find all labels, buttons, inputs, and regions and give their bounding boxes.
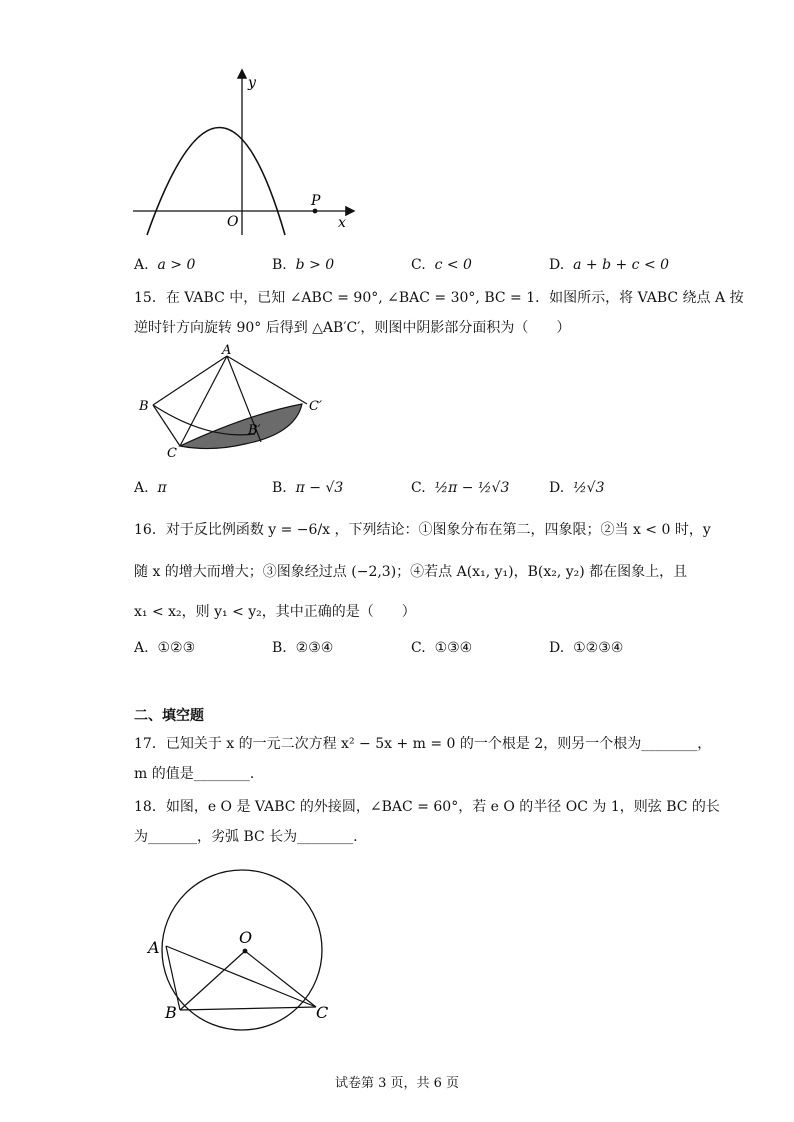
- circle-figure: [140, 865, 340, 1035]
- q17-stem-line1: 17．已知关于 x 的一元二次方程 x² − 5x + m = 0 的一个根是 2，则另一个根为________，: [134, 736, 712, 752]
- page-footer: 试卷第 3 页，共 6 页: [334, 1076, 460, 1091]
- q14-option-a: A. a > 0: [134, 257, 196, 273]
- q16-stem-line2: 随 x 的增大而增大；③图象经过点 (−2,3)；④若点 A(x₁, y₁)，B(x₂, y₂) 都在图象上，且: [134, 564, 688, 580]
- q16-stem-line1: 16．对于反比例函数 y = −6/x ，下列结论：①图象分布在第二，四象限；②当 x < 0 时，y: [134, 522, 711, 538]
- circumcircle: [162, 870, 322, 1030]
- label-c-prime: C′: [309, 399, 322, 414]
- section-title: 二、填空题: [134, 708, 204, 724]
- q15-option-b: B. π − √3: [272, 480, 344, 496]
- parabola-figure: [125, 65, 370, 240]
- label-c: C: [167, 446, 177, 461]
- label-a: A: [148, 938, 160, 957]
- label-a: A: [222, 343, 232, 358]
- label-b-prime: B′: [248, 423, 261, 438]
- origin-label: O: [227, 214, 239, 230]
- q15-option-a: A. π: [134, 480, 167, 496]
- q18-stem-line1: 18．如图，e O 是 VABC 的外接圆，∠BAC = 60°，若 e O 的半径 OC 为 1，则弦 BC 的长: [134, 799, 720, 815]
- q16-option-c: C. ①③④: [411, 640, 473, 656]
- point-p: [313, 209, 318, 214]
- q15-stem-line2: 逆时针方向旋转 90° 后得到 △AB′C′，则图中阴影部分面积为（ ）: [134, 320, 571, 336]
- q16-option-b: B. ②③④: [272, 640, 334, 656]
- label-c: C: [316, 1003, 329, 1022]
- q16-option-a: A. ①②③: [134, 640, 196, 656]
- q14-option-b: B. b > 0: [272, 257, 335, 273]
- q15-option-d: D. ½√3: [549, 480, 605, 496]
- q16-option-d: D. ①②③④: [549, 640, 624, 656]
- x-axis-label: x: [338, 215, 346, 231]
- q14-option-c: C. c < 0: [411, 257, 472, 273]
- label-b: B: [165, 1003, 177, 1022]
- rotation-figure: [135, 342, 335, 462]
- label-o: O: [239, 928, 253, 947]
- q16-stem-line3: x₁ < x₂，则 y₁ < y₂，其中正确的是（ ）: [134, 604, 416, 620]
- y-axis-label: y: [248, 75, 256, 91]
- label-b: B: [139, 399, 149, 414]
- q17-stem-line2: m 的值是________.: [134, 766, 255, 782]
- q18-stem-line2: 为_______，劣弧 BC 长为________.: [134, 829, 358, 845]
- q15-stem-line1: 15．在 VABC 中，已知 ∠ABC = 90°, ∠BAC = 30°, BC = 1．如图所示，将 VABC 绕点 A 按: [134, 290, 744, 306]
- q14-option-d: D. a + b + c < 0: [549, 257, 670, 273]
- q15-option-c: C. ½π − ½√3: [411, 480, 510, 496]
- point-p-label: P: [311, 193, 321, 209]
- parabola-curve: [147, 128, 285, 236]
